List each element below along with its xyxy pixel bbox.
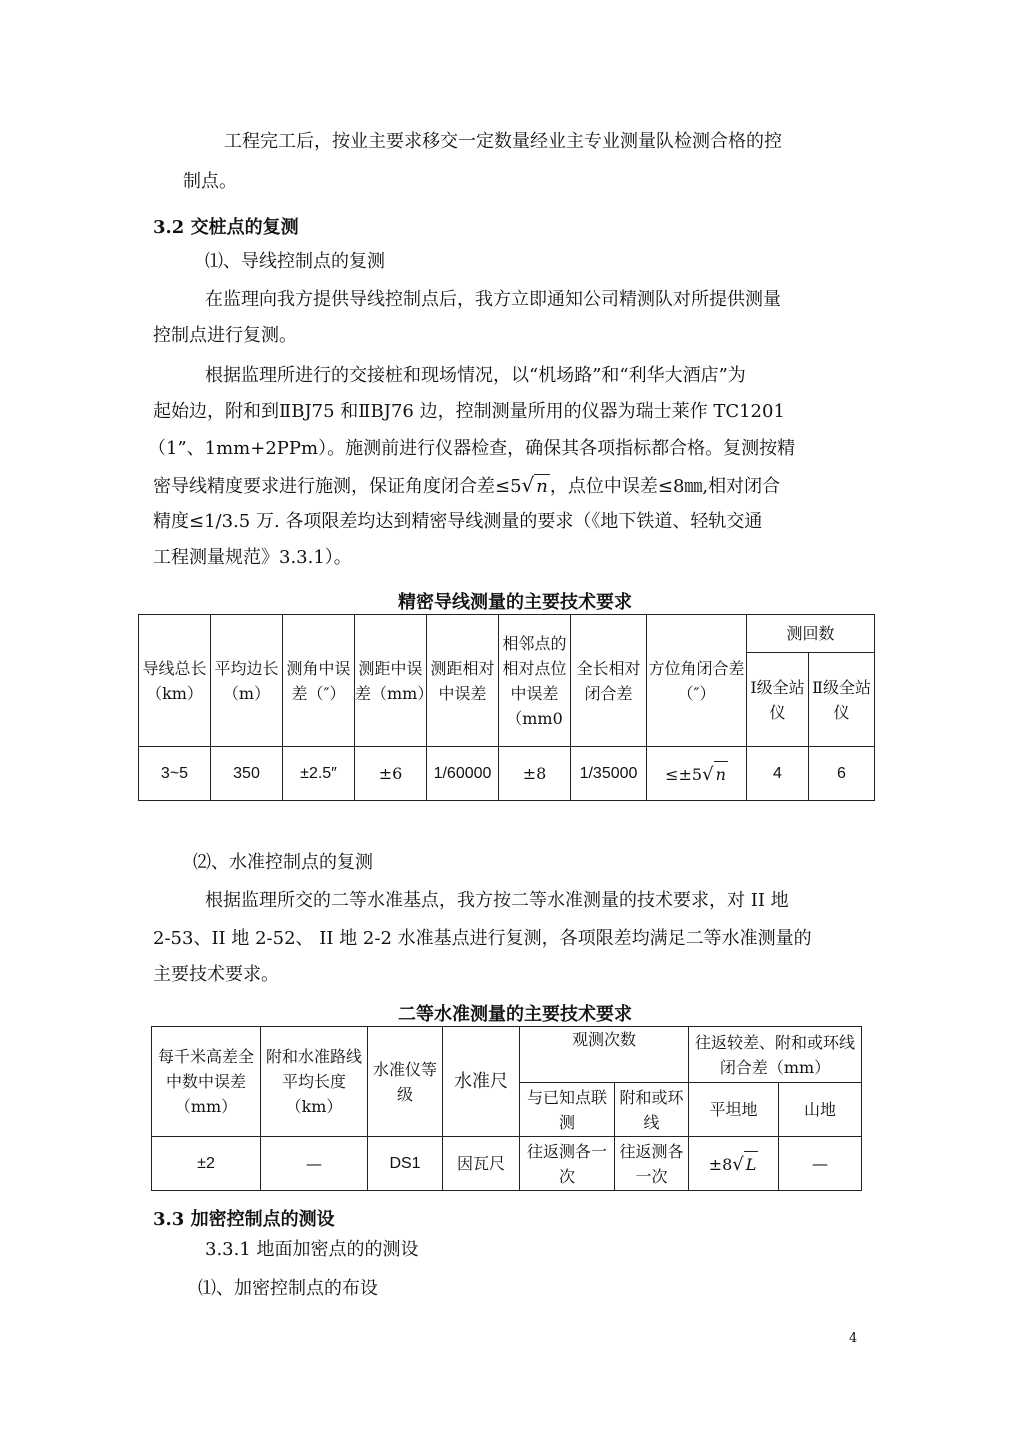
t2-cell-mountain: — xyxy=(779,1137,862,1191)
t2-header-known-point: 与已知点联测 xyxy=(520,1083,615,1137)
paragraph-3-line-4-part-b: ，点位中误差≤8㎜,相对闭合 xyxy=(549,476,781,497)
t2-header-staff: 水准尺 xyxy=(443,1027,520,1137)
paragraph-3-line-2: 起始边，附和到ⅡBJ75 和ⅡBJ76 边，控制测量所用的仪器为瑞士莱作 TC1201 xyxy=(153,401,785,422)
table-1-caption: 精密导线测量的主要技术要求 xyxy=(398,592,632,613)
t1-header-class1-station: Ⅰ级全站仪 xyxy=(747,653,809,747)
table-2-caption: 二等水准测量的主要技术要求 xyxy=(398,1004,632,1025)
t1-cell-avg-side: 350 xyxy=(211,747,283,801)
t2-header-level-grade: 水准仪等级 xyxy=(368,1027,443,1137)
paragraph-1-line-1: 工程完工后，按业主要求移交一定数量经业主专业测量队检测合格的控 xyxy=(224,131,782,152)
paragraph-1-line-2: 制点。 xyxy=(183,171,237,192)
t2-header-mountain: 山地 xyxy=(779,1083,862,1137)
paragraph-4-line-1: 根据监理所交的二等水准基点，我方按二等水准测量的技术要求，对 II 地 xyxy=(205,890,789,911)
paragraph-3-line-5: 精度≤1/3.5 万. 各项限差均达到精密导线测量的要求（《地下铁道、轻轨交通 xyxy=(153,511,763,532)
t2-header-flat: 平坦地 xyxy=(689,1083,779,1137)
t1-header-total-length: 导线总长（km） xyxy=(139,615,211,747)
sqrt-radicand: n xyxy=(714,761,728,787)
sqrt-symbol: √ xyxy=(521,473,535,497)
t1-header-avg-side: 平均边长（m） xyxy=(211,615,283,747)
section-heading-3-3: 3.3 加密控制点的测设 xyxy=(153,1209,335,1230)
table-2 xyxy=(151,1026,862,1191)
page-number: 4 xyxy=(849,1331,858,1346)
t1-header-angle-error: 测角中误差（″） xyxy=(283,615,355,747)
sqrt-radicand: L xyxy=(744,1151,759,1177)
sqrt-symbol: √ xyxy=(702,763,714,785)
t1-header-azimuth-closure: 方位角闭合差（″） xyxy=(647,615,747,747)
item-heading-2: ⑵、水准控制点的复测 xyxy=(193,852,373,873)
t1-header-distance-error: 测距中误差（mm） xyxy=(355,615,427,747)
t1-cell-class1: 4 xyxy=(747,747,809,801)
table-1 xyxy=(138,614,875,801)
t2-cell-flat xyxy=(689,1137,779,1191)
t2-cell-known-point: 往返测各一次 xyxy=(520,1137,615,1191)
t2-header-observation-count: 观测次数 xyxy=(520,1027,689,1083)
t1-cell-distance-error: ±6 xyxy=(355,747,427,801)
t2-header-closure: 往返较差、附和或环线闭合差（mm） xyxy=(689,1027,862,1083)
t2-cell-level-grade: DS1 xyxy=(368,1137,443,1191)
t1-cell-angle-error: ±2.5″ xyxy=(283,747,355,801)
paragraph-3-line-6: 工程测量规范》3.3.1）。 xyxy=(153,547,352,568)
t2-cell-staff: 因瓦尺 xyxy=(443,1137,520,1191)
t1-header-adjacent-point-error: 相邻点的相对点位中误差（mm0 xyxy=(499,615,571,747)
t2-cell-attached-loop: 往返测各一次 xyxy=(615,1137,689,1191)
table-row xyxy=(139,747,875,801)
t1-header-rounds: 测回数 xyxy=(747,615,875,653)
subsection-heading-3-3-1: 3.3.1 地面加密点的的测设 xyxy=(205,1239,419,1260)
paragraph-3-line-1: 根据监理所进行的交接桩和现场情况，以“机场路”和“利华大酒店”为 xyxy=(205,365,746,386)
paragraph-3-line-4-part-a: 密导线精度要求进行施测，保证角度闭合差≤5 xyxy=(153,476,522,497)
t2-cell-mean-error: ±2 xyxy=(152,1137,261,1191)
t2-header-mean-error: 每千米高差全中数中误差（mm） xyxy=(152,1027,261,1137)
item-heading-3: ⑴、加密控制点的布设 xyxy=(198,1278,378,1299)
sqrt-radicand: n xyxy=(536,476,548,497)
t1-cell-relative-distance-error: 1/60000 xyxy=(427,747,499,801)
t1-cell-class2: 6 xyxy=(809,747,875,801)
paragraph-2-line-2: 控制点进行复测。 xyxy=(153,325,297,346)
paragraph-2-line-1: 在监理向我方提供导线控制点后，我方立即通知公司精测队对所提供测量 xyxy=(205,289,781,310)
paragraph-4-line-3: 主要技术要求。 xyxy=(153,964,279,985)
t2-cell-route-length: — xyxy=(261,1137,368,1191)
paragraph-3-line-3: （1”、1mm+2PPm）。施测前进行仪器检查，确保其各项指标都合格。复测按精 xyxy=(148,438,796,459)
sqrt-symbol: √ xyxy=(732,1153,744,1175)
t1-cell-azimuth-closure xyxy=(647,747,747,801)
t1-header-class2-station: Ⅱ级全站仪 xyxy=(809,653,875,747)
table-row xyxy=(152,1137,862,1191)
item-heading-1: ⑴、导线控制点的复测 xyxy=(205,251,385,272)
t2-header-attached-loop: 附和或环线 xyxy=(615,1083,689,1137)
t2-header-route-length: 附和水准路线平均长度（km） xyxy=(261,1027,368,1137)
t1-header-relative-distance-error: 测距相对中误差 xyxy=(427,615,499,747)
t1-cell-adjacent-point-error: ±8 xyxy=(499,747,571,801)
t2-flat-prefix: ±8 xyxy=(708,1154,733,1174)
paragraph-3-line-4 xyxy=(153,473,780,499)
paragraph-4-line-2: 2-53、II 地 2-52、 II 地 2-2 水准基点进行复测，各项限差均满足二等水准测量的 xyxy=(153,928,812,949)
t1-azimuth-prefix: ≤±5 xyxy=(665,764,703,784)
t1-cell-total-length: 3~5 xyxy=(139,747,211,801)
t1-header-closure: 全长相对闭合差 xyxy=(571,615,647,747)
t1-cell-closure: 1/35000 xyxy=(571,747,647,801)
section-heading-3-2: 3.2 交桩点的复测 xyxy=(153,217,299,238)
